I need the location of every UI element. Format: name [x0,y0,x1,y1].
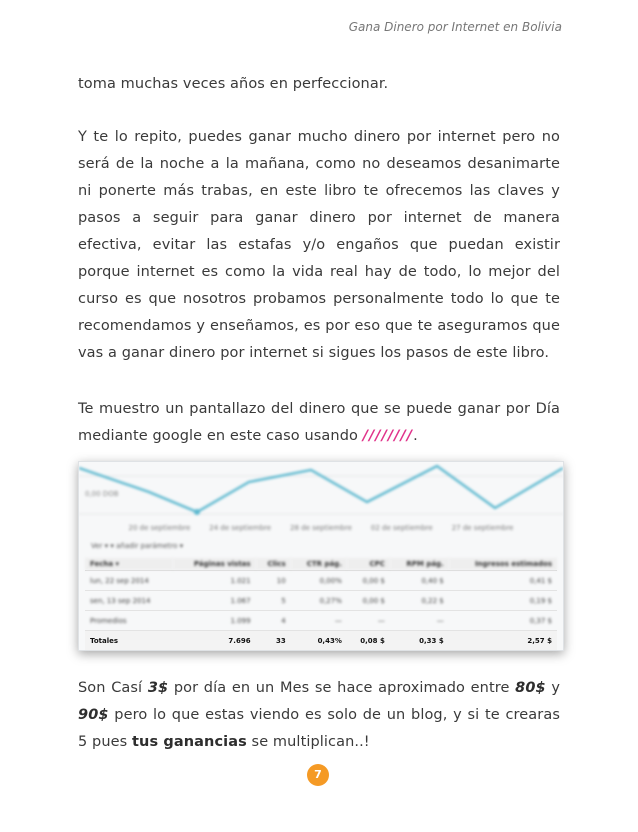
text-run: se multiplican..! [246,734,370,750]
cell: sen, 13 sep 2014 [85,591,173,611]
emphasis-earnings: tus ganancias [132,734,247,750]
col-header: Ingresos estimados [449,558,557,571]
chart-axis-label: 0,00 DOB [85,490,119,498]
date-tick: 28 de septiembre [290,524,352,532]
totals-cpc: 0,08 $ [347,631,390,651]
cell: lun, 22 sep 2014 [85,571,173,591]
col-header: RPM pág. [390,558,449,571]
earnings-table [85,558,557,651]
col-header: CPC [347,558,390,571]
earnings-line-chart [79,462,563,526]
cell: 0,22 $ [390,591,449,611]
col-header: CTR pág. [291,558,347,571]
cell: — [291,611,347,631]
cell: Promedios [85,611,173,631]
cell: 1.099 [173,611,256,631]
totals-label: Totales [85,631,173,651]
text-run: por día en un Mes se hace aproximado entre [168,680,516,696]
col-header: Clics [256,558,291,571]
cell: 0,19 $ [449,591,557,611]
table-row [85,571,557,591]
cell: 4 [256,611,291,631]
totals-rpm: 0,33 $ [390,631,449,651]
cell: — [347,611,390,631]
paragraph-earnings-summary [78,675,560,756]
chart-point [194,509,200,515]
text-run: Son Casí [78,680,148,696]
table-row [85,591,557,611]
table-row-totals [85,631,557,651]
amount-min: 80$ [515,680,546,696]
table-controls: Ver ▾ ▾ añadir parámetro ▾ [91,542,184,550]
table-row-averages [85,611,557,631]
col-header: Fecha ▾ [85,558,173,571]
date-tick: 20 de septiembre [128,524,191,532]
date-tick: 24 de septiembre [209,524,272,532]
cell: 1.067 [173,591,256,611]
date-tick: 27 de septiembre [451,524,514,532]
cell: 0,41 $ [449,571,557,591]
amount-max: 90$ [78,707,109,723]
cell: 0,40 $ [390,571,449,591]
table-header-row [85,558,557,571]
cell: 0,00% [291,571,347,591]
chart-date-axis [79,524,563,538]
page-number-badge: 7 [307,764,329,786]
cell: 1.021 [173,571,256,591]
cell: — [390,611,449,631]
col-header: Páginas vistas [173,558,256,571]
text-run: y [545,680,561,696]
cell: 10 [256,571,291,591]
running-header: Gana Dinero por Internet en Bolivia [348,20,562,34]
intro-text: Te muestro un pantallazo del dinero que se puede ganar por Día mediante google en este caso usando [78,401,560,444]
totals-earnings: 2,57 $ [449,631,557,651]
date-tick: 02 de septiembre [370,524,433,532]
earnings-screenshot [78,461,564,651]
totals-pageviews: 7.696 [173,631,256,651]
cell: 0,37 $ [449,611,557,631]
totals-clicks: 33 [256,631,291,651]
cell: 0,00 $ [347,591,390,611]
chart-series-line [79,466,563,512]
cell: 0,27% [291,591,347,611]
totals-ctr: 0,43% [291,631,347,651]
cell: 5 [256,591,291,611]
intro-end: . [413,428,418,444]
paragraph-continuation: toma muchas veces años en perfeccionar. [78,76,389,92]
amount-daily: 3$ [147,680,169,696]
text-run: pero lo que estas viendo es solo de un blog, y si te crearas 5 pues [78,707,560,750]
cell: 0,00 $ [347,571,390,591]
paragraph-screenshot-intro [78,396,560,450]
paragraph-advice: Y te lo repito, puedes ganar mucho dinero por internet pero no será de la noche a la mañana, como no deseamos desanimarte ni ponerte más trabas, en este libro te ofrecemos las claves y pasos a seguir para ganar dinero por internet de manera efectiva, evitar las estafas y/o engaños que puedan existir porque internet es como la vida real hay de todo, lo mejor del curso es que nosotros probamos personalmente todo lo que te recomendamos y enseñamos, es por eso que te aseguramos que vas a ganar dinero por internet si sigues los pasos de este libro. [78,129,560,361]
redacted-site: //////// [362,428,414,444]
